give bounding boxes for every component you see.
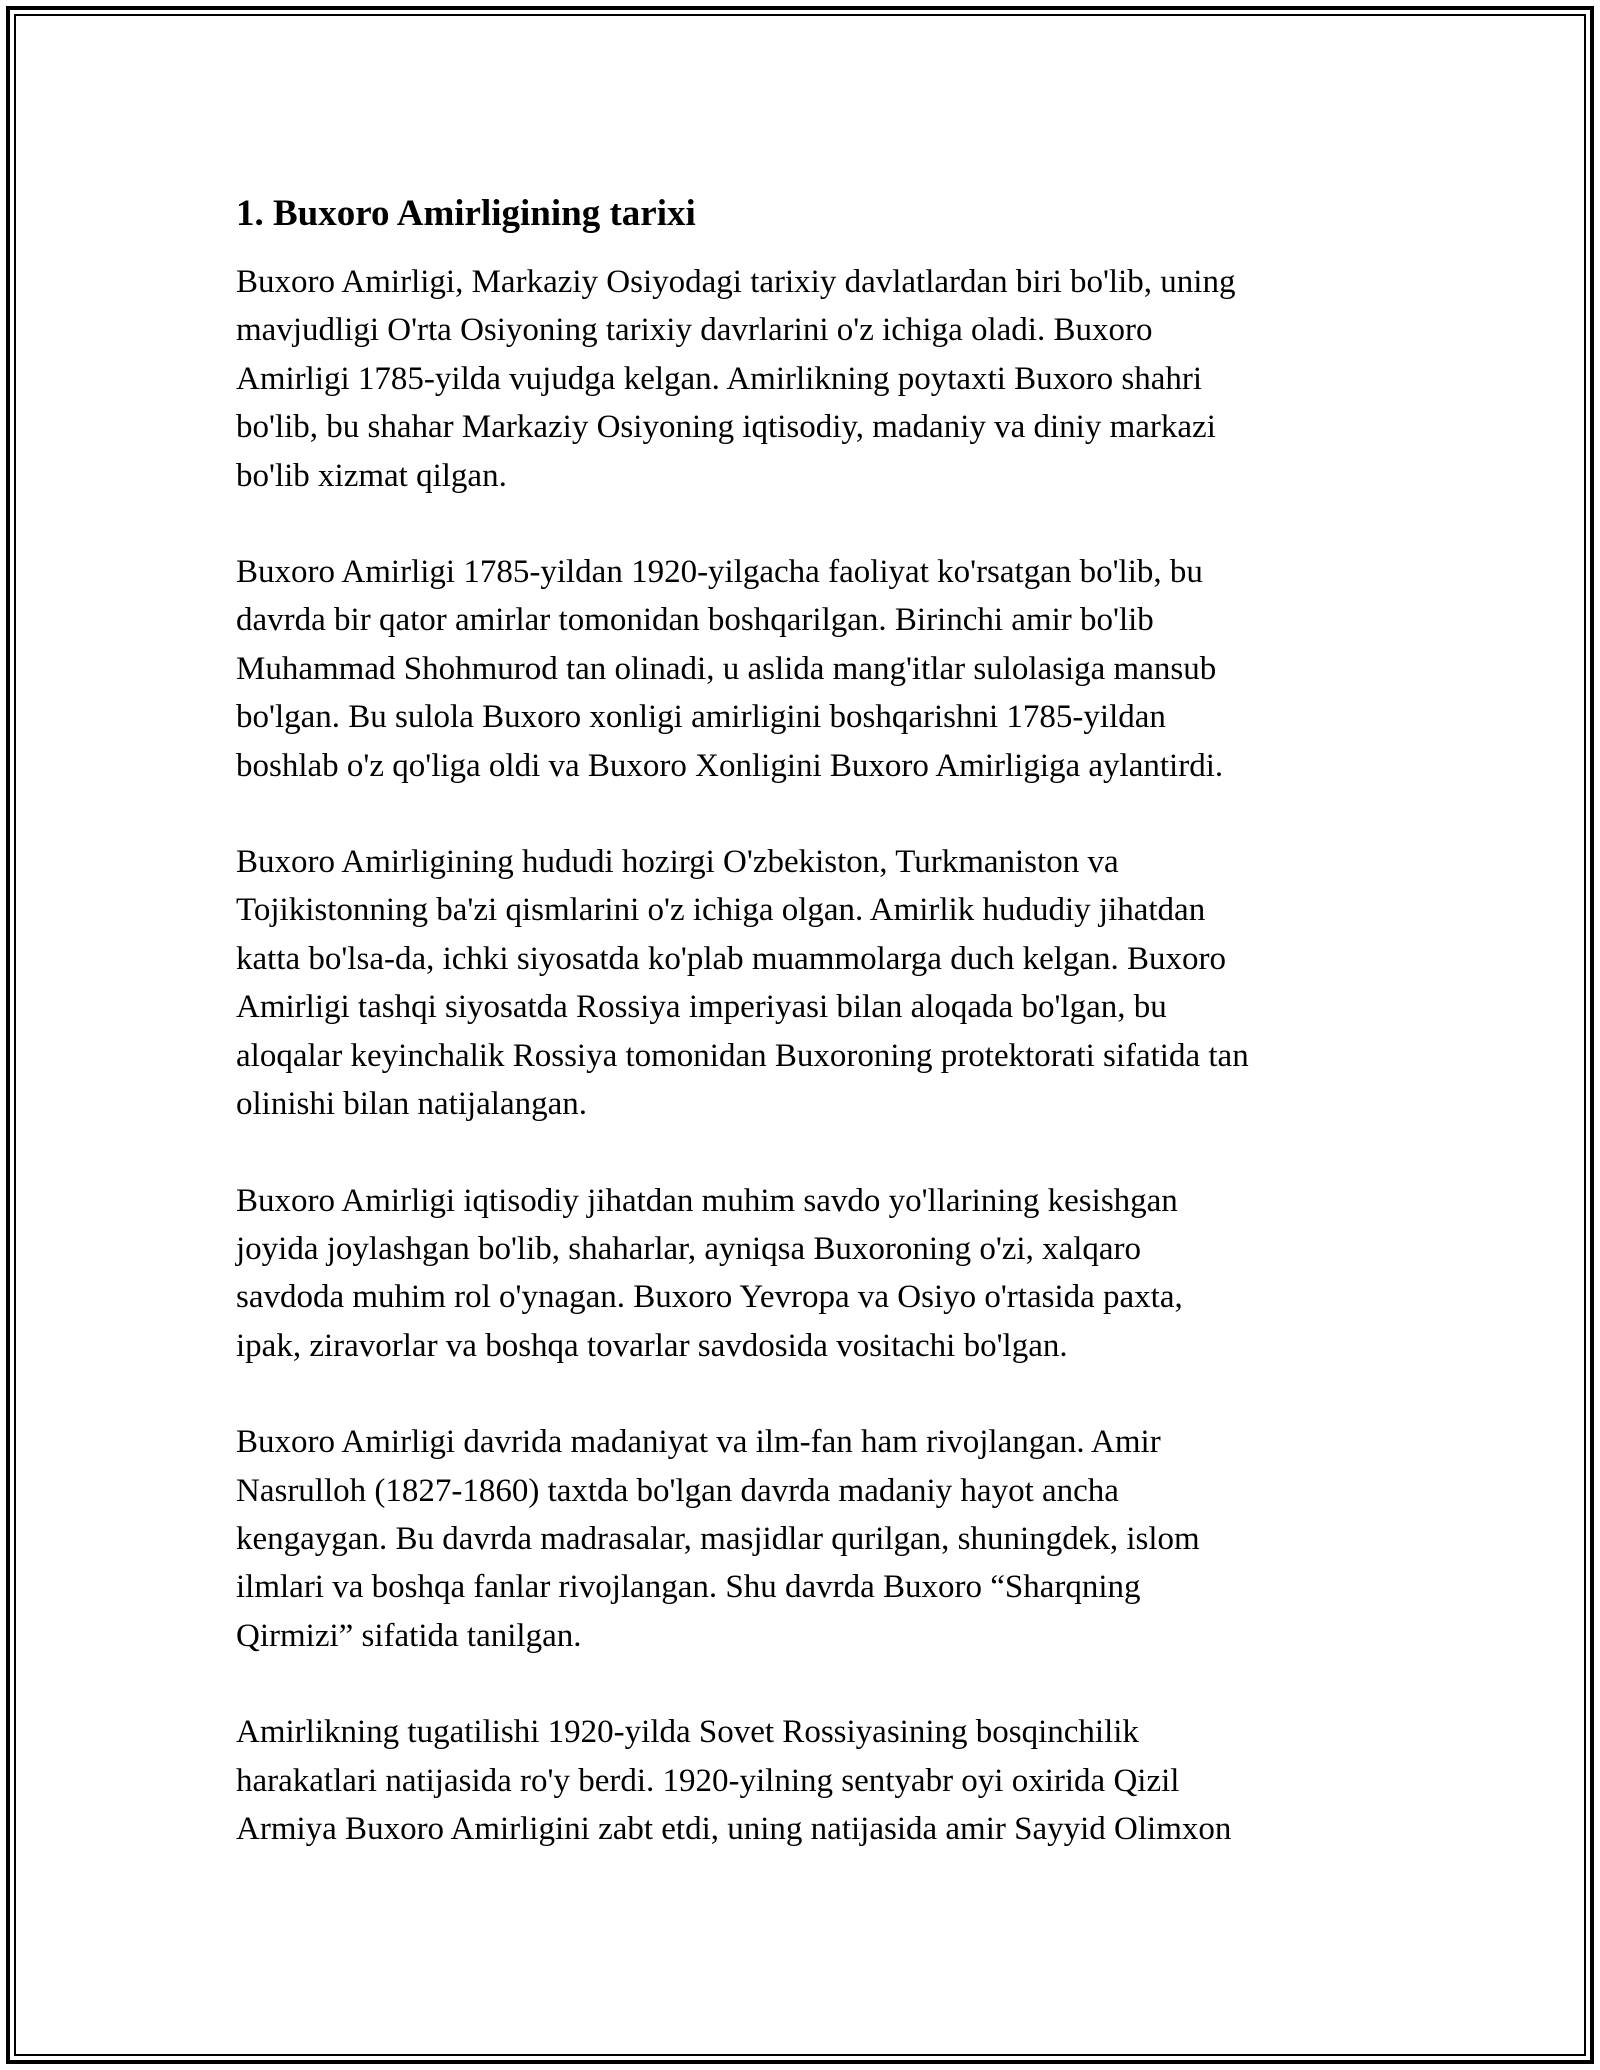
text-line: mavjudligi O'rta Osiyoning tarixiy davrlarini o'z ichiga oladi. Buxoro <box>236 312 1153 349</box>
document-body <box>236 190 1376 1901</box>
text-line: boshlab o'z qo'liga oldi va Buxoro Xonligini Buxoro Amirligiga aylantirdi. <box>236 747 1224 784</box>
text-line: aloqalar keyinchalik Rossiya tomonidan Buxoroning protektorati sifatida tan <box>236 1037 1249 1074</box>
text-line: davrda bir qator amirlar tomonidan boshqarilgan. Birinchi amir bo'lib <box>236 602 1154 639</box>
text-line: Nasrulloh (1827-1860) taxtda bo'lgan davrda madaniy hayot ancha <box>236 1472 1119 1509</box>
text-line: Buxoro Amirligining hududi hozirgi O'zbekiston, Turkmaniston va <box>236 844 1119 881</box>
text-line: joyida joylashgan bo'lib, shaharlar, ayniqsa Buxoroning o'zi, xalqaro <box>236 1230 1142 1267</box>
paragraph-3 <box>236 838 1376 1128</box>
text-line: bo'lib, bu shahar Markaziy Osiyoning iqtisodiy, madaniy va diniy markazi <box>236 409 1216 446</box>
section-heading: 1. Buxoro Amirligining tarixi <box>236 193 696 234</box>
paragraph-4 <box>236 1177 1376 1371</box>
text-line: savdoda muhim rol o'ynagan. Buxoro Yevropa va Osiyo o'rtasida paxta, <box>236 1279 1183 1316</box>
text-line: Buxoro Amirligi 1785-yildan 1920-yilgacha faoliyat ko'rsatgan bo'lib, bu <box>236 554 1203 591</box>
text-line: Armiya Buxoro Amirligini zabt etdi, uning natijasida amir Sayyid Olimxon <box>236 1810 1232 1847</box>
text-line: Qirmizi” sifatida tanilgan. <box>236 1617 582 1654</box>
text-line: kengaygan. Bu davrda madrasalar, masjidlar qurilgan, shuningdek, islom <box>236 1520 1200 1557</box>
text-line: ilmlari va boshqa fanlar rivojlangan. Shu davrda Buxoro “Sharqning <box>236 1569 1141 1606</box>
text-line: harakatlari natijasida ro'y berdi. 1920-yilning sentyabr oyi oxirida Qizil <box>236 1762 1180 1799</box>
text-line: Tojikistonning ba'zi qismlarini o'z ichiga olgan. Amirlik hududiy jihatdan <box>236 892 1206 929</box>
paragraph-6 <box>236 1708 1376 1853</box>
paragraph-5 <box>236 1418 1376 1660</box>
text-line: Buxoro Amirligi iqtisodiy jihatdan muhim savdo yo'llarining kesishgan <box>236 1182 1178 1219</box>
paragraph-1 <box>236 258 1376 500</box>
text-line: Buxoro Amirligi, Markaziy Osiyodagi tarixiy davlatlardan biri bo'lib, uning <box>236 264 1236 300</box>
text-line: Muhammad Shohmurod tan olinadi, u aslida mang'itlar sulolasiga mansub <box>236 650 1217 687</box>
text-line: bo'lgan. Bu sulola Buxoro xonligi amirligini boshqarishni 1785-yildan <box>236 699 1166 736</box>
text-line: bo'lib xizmat qilgan. <box>236 457 507 494</box>
text-line: ipak, ziravorlar va boshqa tovarlar savdosida vositachi bo'lgan. <box>236 1327 1068 1364</box>
paragraph-2 <box>236 548 1376 790</box>
text-line: Amirligi tashqi siyosatda Rossiya imperiyasi bilan aloqada bo'lgan, bu <box>236 989 1167 1026</box>
text-line: Amirlikning tugatilishi 1920-yilda Sovet Rossiyasining bosqinchilik <box>236 1714 1139 1751</box>
text-line: olinishi bilan natijalangan. <box>236 1086 588 1123</box>
text-line: Amirligi 1785-yilda vujudga kelgan. Amirlikning poytaxti Buxoro shahri <box>236 360 1203 397</box>
text-line: katta bo'lsa-da, ichki siyosatda ko'plab muammolarga duch kelgan. Buxoro <box>236 940 1227 977</box>
text-line: Buxoro Amirligi davrida madaniyat va ilm-fan ham rivojlangan. Amir <box>236 1424 1161 1461</box>
